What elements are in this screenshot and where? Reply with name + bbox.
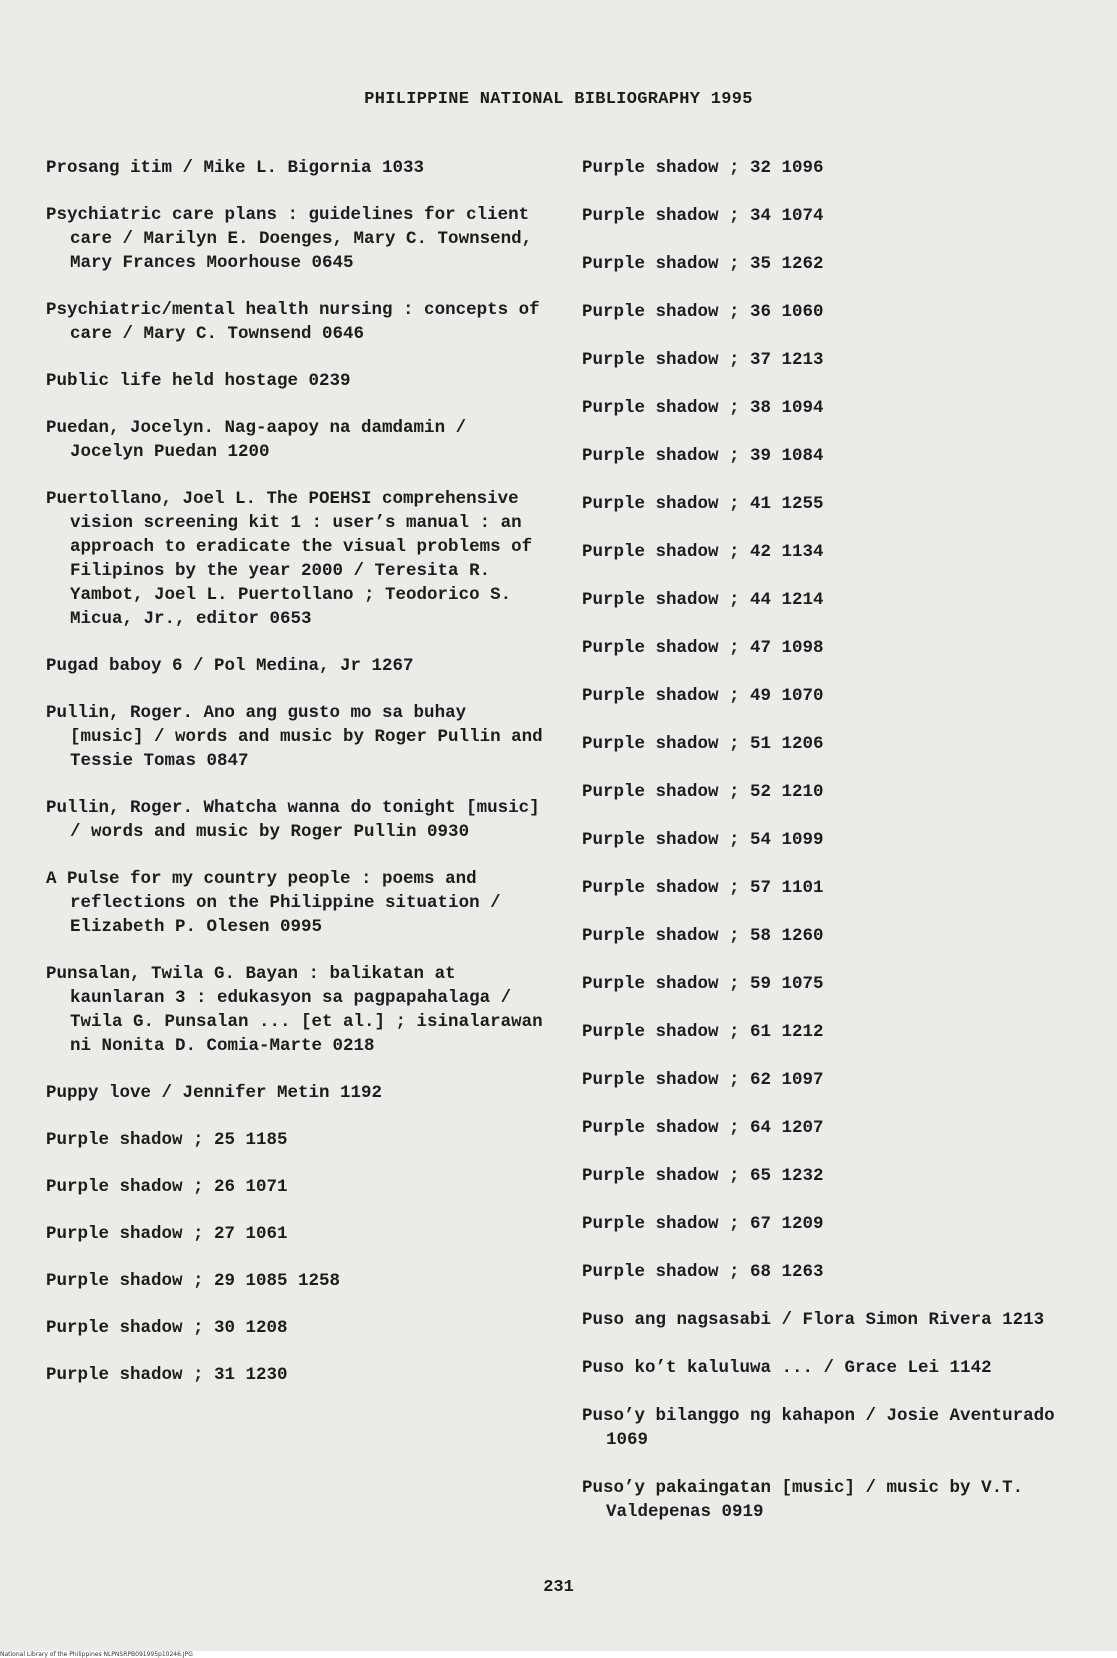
bibliography-entry: Purple shadow ; 65 1232: [582, 1166, 824, 1186]
bibliography-entry: Purple shadow ; 51 1206: [582, 734, 824, 754]
left-column: [46, 156, 546, 1410]
bibliography-entry: Pullin, Roger. Ano ang gusto mo sa buhay [music] / words and music by Roger Pullin and Tessie Tomas 0847: [46, 703, 543, 771]
bibliography-entry: A Pulse for my country people : poems and reflections on the Philippine situation / Elizabeth P. Olesen 0995: [46, 869, 501, 937]
bibliography-entry: Purple shadow ; 61 1212: [582, 1022, 824, 1042]
bibliography-entry: Purple shadow ; 30 1208: [46, 1318, 288, 1338]
bibliography-entry: Purple shadow ; 39 1084: [582, 446, 824, 466]
bibliography-entry: Psychiatric care plans : guidelines for client care / Marilyn E. Doenges, Mary C. Townsend, Mary Frances Moorhouse 0645: [46, 205, 533, 273]
bibliography-entry: Purple shadow ; 34 1074: [582, 206, 824, 226]
bibliography-entry: Puso ko’t kaluluwa ... / Grace Lei 1142: [582, 1358, 992, 1378]
page-number: 231: [543, 1578, 574, 1597]
bibliography-entry: Purple shadow ; 38 1094: [582, 398, 824, 418]
bibliography-entry: Purple shadow ; 54 1099: [582, 830, 824, 850]
bibliography-entry: Purple shadow ; 62 1097: [582, 1070, 824, 1090]
bibliography-entry: Purple shadow ; 35 1262: [582, 254, 824, 274]
bibliography-entry: Purple shadow ; 31 1230: [46, 1365, 288, 1385]
bibliography-entry: Purple shadow ; 58 1260: [582, 926, 824, 946]
bibliography-entry: Puso’y bilanggo ng kahapon / Josie Aventurado 1069: [582, 1406, 1055, 1450]
bibliography-entry: Purple shadow ; 29 1085 1258: [46, 1271, 341, 1291]
bibliography-entry: Purple shadow ; 26 1071: [46, 1177, 288, 1197]
bibliography-entry: Purple shadow ; 59 1075: [582, 974, 824, 994]
bibliography-entry: Prosang itim / Mike L. Bigornia 1033: [46, 158, 425, 178]
bibliography-entry: Puso ang nagsasabi / Flora Simon Rivera 1213: [582, 1310, 1045, 1330]
right-column: [582, 156, 1072, 1548]
bibliography-entry: Purple shadow ; 42 1134: [582, 542, 824, 562]
bibliography-entry: Puso’y pakaingatan [music] / music by V.T. Valdepenas 0919: [582, 1478, 1024, 1522]
bibliography-entry: Puedan, Jocelyn. Nag-aapoy na damdamin / Jocelyn Puedan 1200: [46, 418, 467, 462]
bibliography-entry: Purple shadow ; 36 1060: [582, 302, 824, 322]
bibliography-entry: Puertollano, Joel L. The POEHSI comprehensive vision screening kit 1 : user’s manual : an approach to eradicate the visual problems of Filipinos by the year 2000 / Teresita R. Yambot, Joel L. Puertollano ; Teodorico S. Micua, Jr., editor 0653: [46, 489, 533, 629]
bibliography-entry: Purple shadow ; 25 1185: [46, 1130, 288, 1150]
bibliography-entry: Purple shadow ; 41 1255: [582, 494, 824, 514]
bibliography-entry: Purple shadow ; 67 1209: [582, 1214, 824, 1234]
bibliography-entry: Psychiatric/mental health nursing : concepts of care / Mary C. Townsend 0646: [46, 300, 540, 344]
bibliography-entry: Punsalan, Twila G. Bayan : balikatan at kaunlaran 3 : edukasyon sa pagpapahalaga / Twila G. Punsalan ... [et al.] ; isinalarawan ni Nonita D. Comia-Marte 0218: [46, 964, 543, 1056]
bibliography-entry: Purple shadow ; 27 1061: [46, 1224, 288, 1244]
bibliography-entry: Purple shadow ; 52 1210: [582, 782, 824, 802]
bibliography-entry: Pugad baboy 6 / Pol Medina, Jr 1267: [46, 656, 414, 676]
scan-footer: National Library of the Philippines NLPNSRPB091995p10246.JPG: [0, 1651, 1117, 1658]
bibliography-entry: Purple shadow ; 47 1098: [582, 638, 824, 658]
bibliography-entry: Purple shadow ; 64 1207: [582, 1118, 824, 1138]
bibliography-entry: Purple shadow ; 49 1070: [582, 686, 824, 706]
bibliography-entry: Pullin, Roger. Whatcha wanna do tonight [music] / words and music by Roger Pullin 0930: [46, 798, 540, 842]
bibliography-entry: Purple shadow ; 57 1101: [582, 878, 824, 898]
bibliography-entry: Public life held hostage 0239: [46, 371, 351, 391]
page-header: PHILIPPINE NATIONAL BIBLIOGRAPHY 1995: [364, 90, 753, 109]
bibliography-entry: Purple shadow ; 32 1096: [582, 158, 824, 178]
bibliography-entry: Puppy love / Jennifer Metin 1192: [46, 1083, 383, 1103]
bibliography-entry: Purple shadow ; 68 1263: [582, 1262, 824, 1282]
bibliography-entry: Purple shadow ; 44 1214: [582, 590, 824, 610]
bibliography-entry: Purple shadow ; 37 1213: [582, 350, 824, 370]
